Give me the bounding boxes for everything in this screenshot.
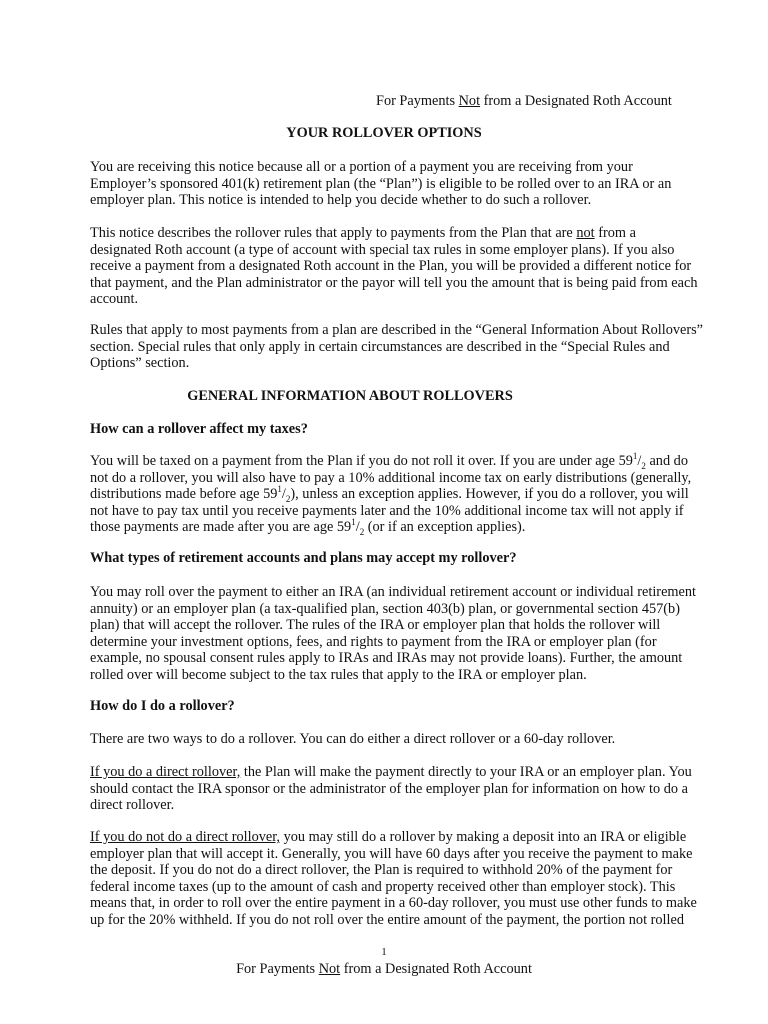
header-not-underlined: Not <box>458 93 481 109</box>
direct-rollover-underlined: If you do a direct rollover, <box>90 764 241 780</box>
page-number: 1 <box>381 946 387 958</box>
question-accounts-heading: What types of retirement accounts and plans may accept my rollover? <box>90 550 517 566</box>
indirect-rollover-paragraph: If you do not do a direct rollover, you may still do a rollover by making a deposit into an IRA or eligible employer plan that will accept it. Generally, you will have 60 days after you receive the payment to make the deposit. If you do not do a direct rollover, the Plan is required to withhold 20% of the payment for federal income taxes (up to the amount of cash and property received other than employer stock). This means that, in order to roll over the entire payment in a 60-day rollover, you must use other funds to make up for the 20% withheld. If you do not roll over the entire amount of the payment, the portion not rolled <box>90 829 697 928</box>
footer-not-underlined: Not <box>318 961 341 977</box>
indirect-rollover-underlined: If you do not do a direct rollover, <box>90 829 280 845</box>
answer-accounts-paragraph: You may roll over the payment to either an IRA (an individual retirement account or individual retirement annuity) or an employer plan (a tax-qualified plan, section 403(b) plan, or governmental section 457(b) plan) that will accept the rollover. The rules of the IRA or employer plan that holds the rollover will determine your investment options, fees, and rights to payment from the IRA or employer plan (for example, no spousal consent rules apply to IRAs and IRAs may not provide loans). Further, the amount rolled over will become subject to the tax rules that apply to the IRA or employer plan. <box>90 584 696 683</box>
running-footer: For Payments Not from a Designated Roth Account <box>236 961 532 977</box>
section-heading-general-information: GENERAL INFORMATION ABOUT ROLLOVERS <box>187 388 513 404</box>
rules-paragraph: Rules that apply to most payments from a plan are described in the “General Information About Rollovers” section. Special rules that only apply in certain circumstances are described in the “Special Rules and Options” section. <box>90 322 704 372</box>
answer-two-ways-paragraph: There are two ways to do a rollover. You can do either a direct rollover or a 60-day rollover. <box>90 731 616 747</box>
running-header: For Payments Not from a Designated Roth Account <box>376 93 672 109</box>
description-paragraph: This notice describes the rollover rules that apply to payments from the Plan that are not from a designated Roth account (a type of account with special tax rules in some employer plans). If you also receive a payment from a designated Roth account in the Plan, you will be provided a different notice for that payment, and the Plan administrator or the payor will tell you the amount that is being paid from each account. <box>90 225 698 308</box>
answer-taxes-paragraph: You will be taxed on a payment from the Plan if you do not roll it over. If you are under age $59^1/_2$ and do not do a rollover, you will also have to pay a 10% additional income tax on early distributions (generally, distributions made before age $59^1/_2$), unless an exception applies. However, if you do a rollover, you will not have to pay tax until you receive payments later and the 10% additional income tax will not apply if those payments are made after you are age $59^1/_2$ (or if an exception applies). <box>90 451 692 538</box>
page-title: YOUR ROLLOVER OPTIONS <box>286 125 482 141</box>
direct-rollover-paragraph: If you do a direct rollover, the Plan will make the payment directly to your IRA or an employer plan. You should contact the IRA sponsor or the administrator of the employer plan for information on how to do a direct rollover. <box>90 764 692 814</box>
question-taxes-heading: How can a rollover affect my taxes? <box>90 421 308 437</box>
intro-paragraph: You are receiving this notice because all or a portion of a payment you are receiving from your Employer’s sponsored 401(k) retirement plan (the “Plan”) is eligible to be rolled over to an IRA or an employer plan. This notice is intended to help you decide whether to do such a rollover. <box>90 159 672 209</box>
question-how-rollover-heading: How do I do a rollover? <box>90 698 235 714</box>
